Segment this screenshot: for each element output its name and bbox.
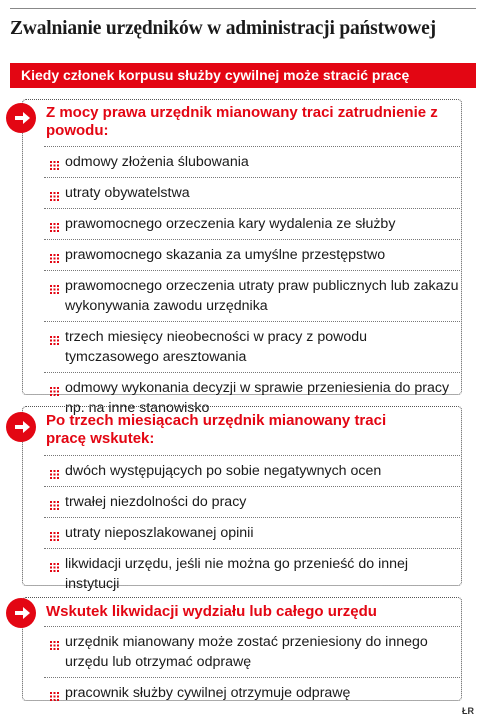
item-list bbox=[44, 626, 460, 708]
dotted-square-icon bbox=[49, 188, 60, 199]
list-item-text: utraty nieposzlakowanej opinii bbox=[65, 525, 254, 541]
list-item bbox=[44, 626, 460, 677]
list-item-text: prawomocnego skazania za umyślne przestępstwo bbox=[65, 247, 386, 263]
page-title: Zwalnianie urzędników w administracji państwowej bbox=[10, 18, 436, 39]
list-item-text: likwidacji urzędu, jeśli nie można go przenieść do innej instytucji bbox=[65, 556, 409, 592]
list-item bbox=[44, 486, 460, 517]
list-item-text: dwóch występujących po sobie negatywnych ocen bbox=[65, 463, 382, 479]
list-item bbox=[44, 177, 460, 208]
section-title: Po trzech miesiącach urzędnik mianowany traci pracę wskutek: bbox=[46, 412, 387, 447]
dotted-square-icon bbox=[49, 497, 60, 508]
list-item-text: prawomocnego orzeczenia kary wydalenia ze służby bbox=[65, 216, 396, 232]
list-item-text: trwałej niezdolności do pracy bbox=[65, 494, 247, 510]
list-item-text: utraty obywatelstwa bbox=[65, 185, 190, 201]
dotted-square-icon bbox=[49, 250, 60, 261]
author-credit: ŁR bbox=[462, 706, 474, 716]
list-item bbox=[44, 548, 460, 599]
list-item bbox=[44, 239, 460, 270]
dotted-square-icon bbox=[49, 528, 60, 539]
dotted-square-icon bbox=[49, 219, 60, 230]
item-list bbox=[44, 146, 460, 423]
list-item-text: odmowy wykonania decyzji w sprawie przeniesienia do pracy np. na inne stanowisko bbox=[65, 380, 450, 416]
list-item bbox=[44, 146, 460, 177]
dotted-square-icon bbox=[49, 466, 60, 477]
arrow-right-circle-icon bbox=[6, 412, 36, 442]
list-item bbox=[44, 321, 460, 372]
list-item-text: prawomocnego orzeczenia utraty praw publicznych lub zakazu wykonywania zawodu urzędnika bbox=[65, 278, 459, 314]
list-item bbox=[44, 455, 460, 486]
list-item-text: odmowy złożenia ślubowania bbox=[65, 154, 249, 170]
arrow-right-circle-icon bbox=[6, 103, 36, 133]
list-item-text: pracownik służby cywilnej otrzymuje odprawę bbox=[65, 685, 351, 701]
dotted-square-icon bbox=[49, 688, 60, 699]
list-item-text: urzędnik mianowany może zostać przeniesiony do innego urzędu lub otrzymać odprawę bbox=[65, 634, 428, 670]
top-rule bbox=[10, 8, 476, 9]
section-title: Wskutek likwidacji wydziału lub całego urzędu bbox=[46, 603, 377, 620]
dotted-square-icon bbox=[49, 332, 60, 343]
item-list bbox=[44, 455, 460, 599]
dotted-square-icon bbox=[49, 281, 60, 292]
red-banner: Kiedy członek korpusu służby cywilnej może stracić pracę bbox=[10, 63, 476, 88]
dotted-square-icon bbox=[49, 383, 60, 394]
list-item-text: trzech miesięcy nieobecności w pracy z powodu tymczasowego aresztowania bbox=[65, 329, 368, 365]
dotted-square-icon bbox=[49, 559, 60, 570]
dotted-square-icon bbox=[49, 637, 60, 648]
arrow-right-circle-icon bbox=[6, 598, 36, 628]
list-item bbox=[44, 677, 460, 708]
dotted-square-icon bbox=[49, 157, 60, 168]
list-item bbox=[44, 208, 460, 239]
list-item bbox=[44, 517, 460, 548]
section-title: Z mocy prawa urzędnik mianowany traci zatrudnienie z powodu: bbox=[46, 104, 438, 139]
list-item bbox=[44, 270, 460, 321]
